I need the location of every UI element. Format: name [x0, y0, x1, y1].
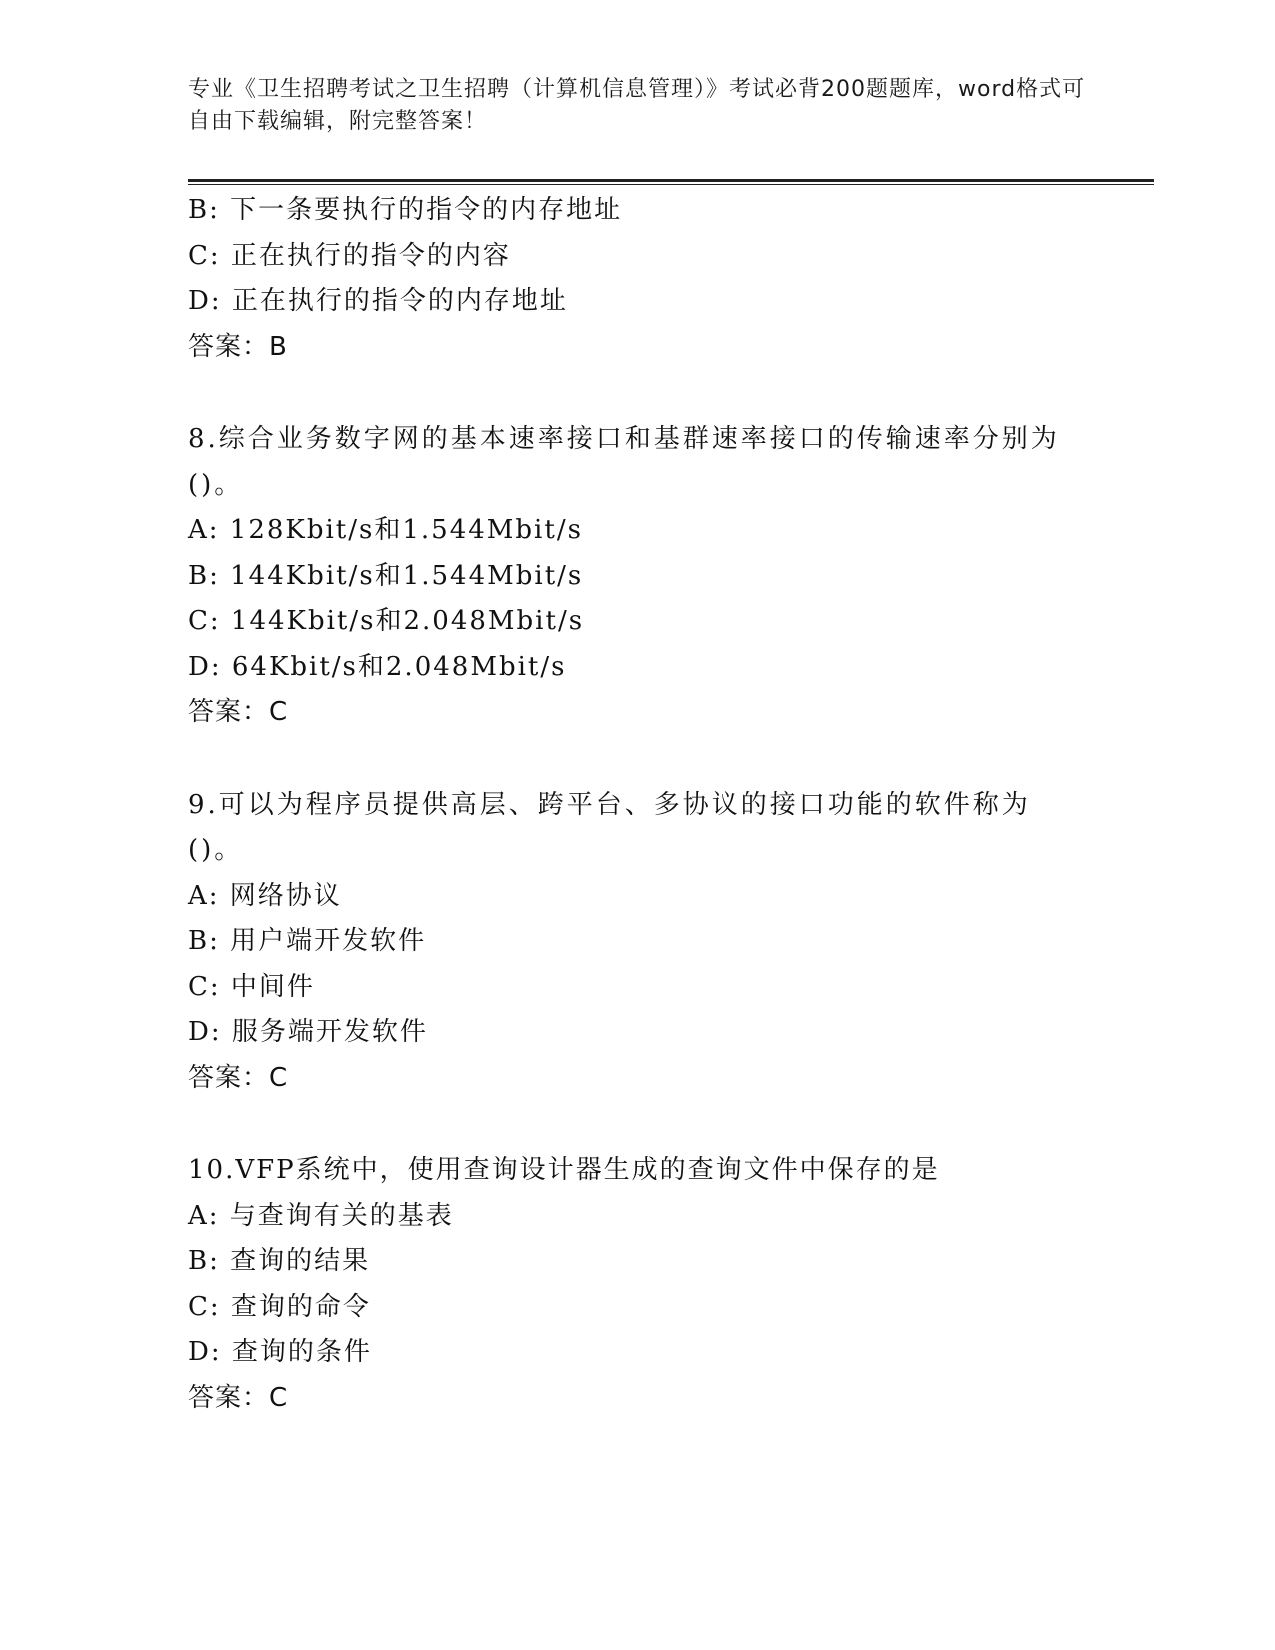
option-a: A: 与查询有关的基表 [188, 1200, 454, 1231]
question-stem-text: 9.可以为程序员提供高层、跨平台、多协议的接口功能的软件称为()。 [188, 789, 1031, 865]
option-a: A: 网络协议 [188, 880, 342, 911]
question-stem: 10.VFP系统中，使用查询设计器生成的查询文件中保存的是 [188, 1155, 940, 1185]
question-10 [188, 1148, 1068, 1421]
option-b: B: 查询的结果 [188, 1246, 371, 1276]
option-a: A: 128Kbit/s和1.544Mbit/s [188, 515, 583, 545]
answer-line: 答案：C [188, 1382, 289, 1413]
header-rule-thick [188, 179, 1154, 182]
option-b: B: 144Kbit/s和1.544Mbit/s [188, 560, 584, 591]
question-stem-text: 8.综合业务数字网的基本速率接口和基群速率接口的传输速率分别为()。 [188, 424, 1060, 500]
question-7 [188, 188, 1068, 370]
option-d: D: 服务端开发软件 [188, 1017, 428, 1047]
option-c: C: 144Kbit/s和2.048Mbit/s [188, 606, 585, 636]
answer-line: 答案：C [188, 697, 289, 727]
option-b: B: 下一条要执行的指令的内存地址 [188, 195, 623, 225]
question-8 [188, 417, 1068, 736]
spacer [188, 736, 1068, 783]
document-header: 专业《卫生招聘考试之卫生招聘（计算机信息管理）》考试必背200题题库，word格式可自由下载编辑，附完整答案！ [188, 77, 1086, 134]
spacer [188, 1101, 1068, 1148]
answer-line: 答案：B [188, 331, 288, 362]
option-c: C: 查询的命令 [188, 1291, 371, 1322]
option-d: D: 正在执行的指令的内存地址 [188, 286, 568, 316]
option-d: D: 64Kbit/s和2.048Mbit/s [188, 651, 567, 682]
question-stem [188, 417, 1068, 508]
spacer [188, 370, 1068, 417]
answer-line: 答案：C [188, 1062, 289, 1093]
question-stem [188, 783, 1068, 874]
option-d: D: 查询的条件 [188, 1337, 372, 1367]
option-c: C: 正在执行的指令的内容 [188, 240, 511, 271]
question-9 [188, 783, 1068, 1102]
header-rule-thin [188, 184, 1154, 185]
question-list [188, 188, 1068, 1421]
option-b: B: 用户端开发软件 [188, 926, 427, 956]
option-c: C: 中间件 [188, 971, 315, 1002]
